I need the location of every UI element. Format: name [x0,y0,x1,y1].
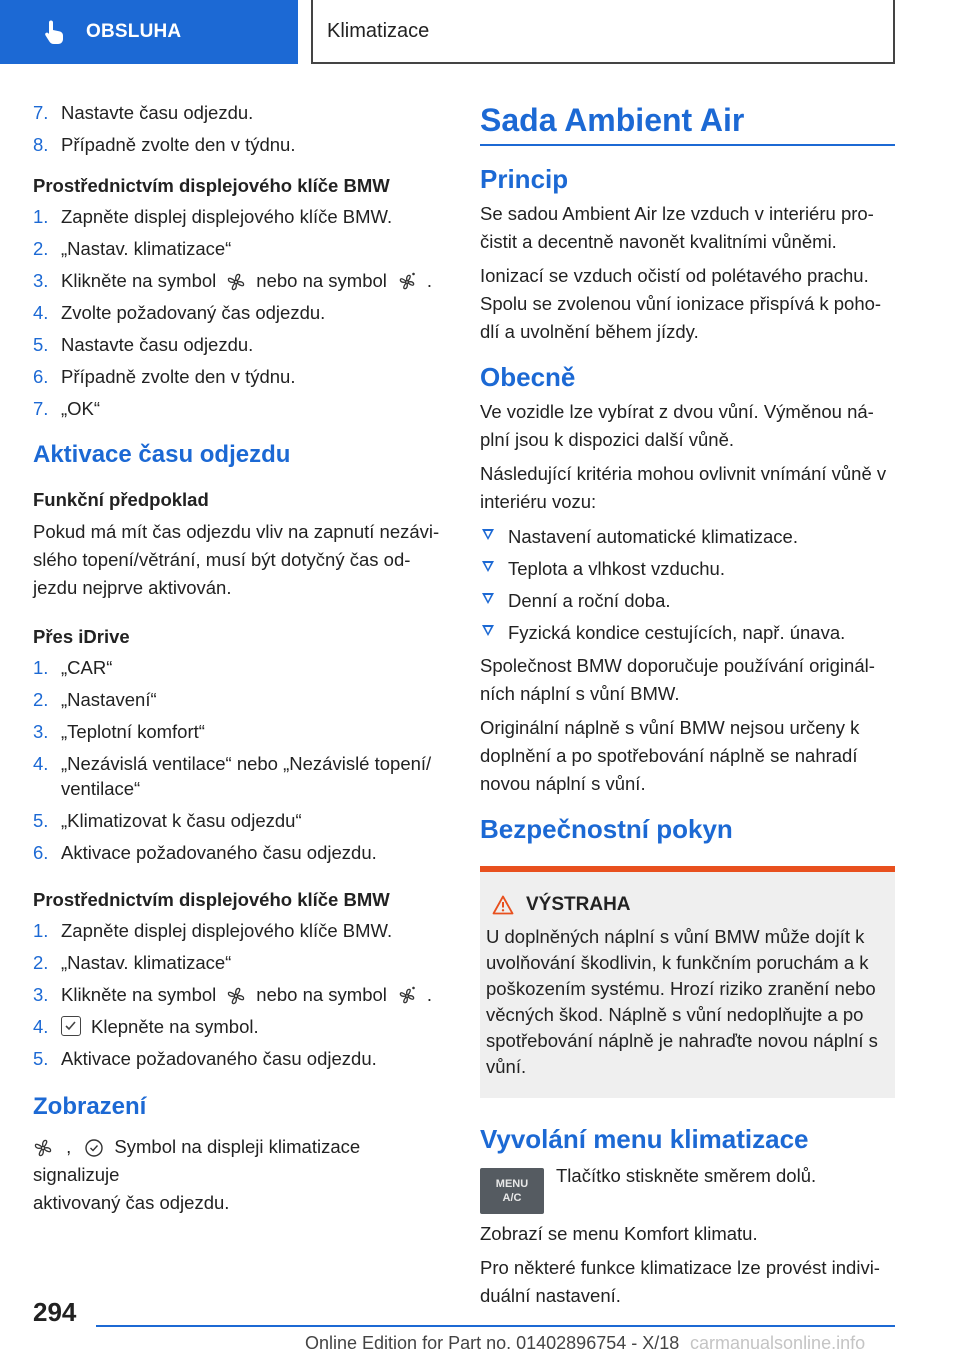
list-item: 3. Klikněte na symbol nebo na symbol . [33,270,433,291]
list-item: 5. „Klimatizovat k času odjezdu“ [33,810,302,831]
heading-safety: Bezpečnostní pokyn [480,814,733,844]
subheading-prerequisite: Funkční předpoklad [33,489,209,510]
page-number: 294 [33,1297,77,1327]
list-item: 1. „CAR“ [33,657,113,678]
warning-triangle-icon [492,895,514,915]
list-item: 6. Aktivace požadovaného času odjezdu. [33,842,377,863]
heading-general: Obecně [480,362,576,392]
list-item: Denní a roční doba. [480,588,895,613]
section-tab[interactable] [0,0,298,64]
steps-display-key-1 [33,204,445,421]
fan-clock-icon [397,986,417,1006]
fan-icon [33,1138,53,1158]
list-item: 5. Aktivace požadovaného času odjezdu. [33,1048,377,1069]
right-column [480,100,895,1316]
left-column [33,100,445,1223]
list-item: 1. Zapněte displej displejového klíče BMW. [33,206,393,227]
title-divider [480,144,895,146]
paragraph-general-4: Originální náplně s vůní BMW nejsou určeny k doplnění a po spotřebování náplně se nahradí novou náplní s vůní. [480,717,860,794]
warning-title: VÝSTRAHA [492,894,885,916]
checkbox-tick-icon [61,1016,81,1036]
bullet-triangle-icon [482,625,494,636]
subheading-display-key-1: Prostřednictvím displejového klíče BMW [33,175,390,196]
list-item: 4. Klepněte na symbol. [33,1016,259,1037]
heading-principle: Princip [480,164,569,194]
list-item: 7. Nastavte času odjezdu. [33,102,254,123]
paragraph-general-2: Následující kritéria mohou ovlivnit vnímání vůně v interiéru vozu: [480,463,887,512]
paragraph-general-3: Společnost BMW doporučuje používání originál- ních náplní s vůní BMW. [480,655,875,704]
chapter-header [311,0,895,64]
menu-ac-button-icon: MENU A/C [480,1168,544,1214]
menu-text: Tlačítko stiskněte směrem dolů. [556,1165,817,1186]
subheading-idrive: Přes iDrive [33,626,130,647]
list-item: 1. Zapněte displej displejového klíče BMW. [33,920,393,941]
heading-menu: Vyvolání menu klimatizace [480,1124,809,1154]
list-item: Nastavení automatické klimatizace. [480,524,895,549]
list-item: 2. „Nastav. klimatizace“ [33,952,232,973]
bullet-triangle-icon [482,593,494,604]
fan-clock-icon [397,272,417,292]
list-item: 6. Případně zvolte den v týdnu. [33,366,296,387]
paragraph-principle-1: Se sadou Ambient Air lze vzduch v interiéru pro- čistit a decentně navonět kvalitními vůněmi. [480,203,874,252]
list-item: 2. „Nastav. klimatizace“ [33,238,232,259]
section-label: OBSLUHA [86,21,182,42]
paragraph-general-1: Ve vozidle lze vybírat z dvou vůní. Výměnou ná- plní jsou k dispozici další vůně. [480,401,874,450]
list-item: 4. Zvolte požadovaný čas odjezdu. [33,302,326,323]
bullet-triangle-icon [482,561,494,572]
list-item: 4. „Nezávislá ventilace“ nebo „Nezávislé topení/ ventilace“ [33,753,432,799]
clock-icon [84,1138,104,1158]
warning-text: U doplněných náplní s vůní BMW může dojít k uvolňování škodlivin, k funkčním poruchám a k poškozením systému. Hrozí riziko zranění nebo věcných škod. Náplně s vůní nedoplňujte a po spotřebování náplně je nahraďte novou náplní s vůní. [486,926,878,1077]
list-item: Teplota a vlhkost vzduchu. [480,556,895,581]
footer-edition: Online Edition for Part no. 01402896754 - X/18 [305,1333,680,1353]
subheading-display-key-2: Prostřednictvím displejového klíče BMW [33,889,390,910]
page-title: Sada Ambient Air [480,102,745,138]
paragraph-principle-2: Ionizací se vzduch očistí od polétavého prachu. Spolu se zvolenou vůní ionizace přispívá k poho- dlí a uvolnění během jízdy. [480,265,882,342]
list-item: 3. „Teplotní komfort“ [33,721,205,742]
bullet-triangle-icon [482,529,494,540]
hand-pointer-icon [44,19,66,45]
heading-activation: Aktivace času odjezdu [33,441,291,468]
list-item: 7. „OK“ [33,398,101,419]
steps-idrive [33,655,445,865]
steps-top [33,100,445,157]
footer-divider [96,1325,895,1327]
fan-icon [226,272,246,292]
fan-icon [226,986,246,1006]
heading-display: Zobrazení [33,1093,147,1120]
list-item: 3. Klikněte na symbol nebo na symbol . [33,984,433,1005]
chapter-title: Klimatizace [327,19,430,42]
paragraph-menu-2: Pro některé funkce klimatizace lze provést indivi- duální nastavení. [480,1257,880,1306]
paragraph-display: , Symbol na displeji klimatizace signalizuje aktivovaný čas odjezdu. [33,1136,361,1213]
list-item: 8. Případně zvolte den v týdnu. [33,134,296,155]
menu-instruction [480,1162,895,1214]
list-item: 2. „Nastavení“ [33,689,157,710]
list-item: 5. Nastavte času odjezdu. [33,334,254,355]
criteria-list [480,524,895,645]
steps-display-key-2 [33,918,445,1071]
paragraph-prerequisite: Pokud má mít čas odjezdu vliv na zapnutí nezávi- slého topení/větrání, musí být dotyčný čas od- jezdu nejprve aktivován. [33,521,440,598]
paragraph-menu-1: Zobrazí se menu Komfort klimatu. [480,1223,758,1244]
warning-box [480,866,895,1098]
footer-watermark: carmanualsonline.info [690,1333,866,1353]
list-item: Fyzická kondice cestujících, např. únava. [480,620,895,645]
